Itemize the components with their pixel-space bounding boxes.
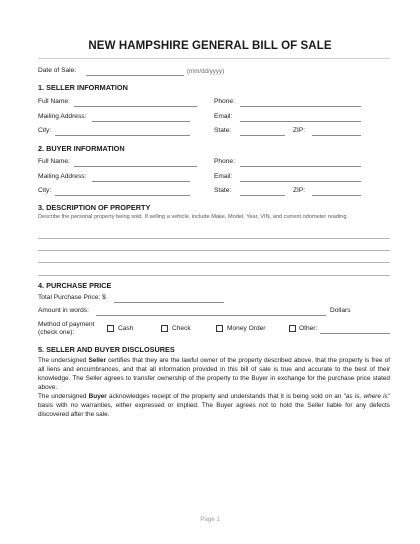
property-description-line[interactable]: [38, 250, 390, 251]
cash-option-label: Cash: [118, 325, 134, 332]
buyer-phone-field[interactable]: [240, 166, 361, 167]
disclosures-section-heading: 5. SELLER AND BUYER DISCLOSURES: [38, 345, 175, 354]
buyer-section-heading: 2. BUYER INFORMATION: [38, 144, 125, 153]
date-format-hint: (mm/dd/yyyy): [187, 68, 225, 75]
page-number: Page 1: [200, 516, 220, 523]
check-option-label: Check: [172, 325, 191, 332]
other-payment-field[interactable]: [320, 333, 390, 334]
seller-keyword: Seller: [88, 357, 106, 364]
total-price-label: Total Purchase Price: $: [38, 294, 106, 301]
buyer-full-name-field[interactable]: [74, 166, 197, 167]
seller-city-field[interactable]: [55, 135, 190, 136]
buyer-keyword: Buyer: [88, 393, 107, 400]
seller-zip-label: ZIP:: [293, 127, 306, 134]
seller-zip-field[interactable]: [312, 135, 361, 136]
property-description-line[interactable]: [38, 275, 390, 276]
seller-phone-label: Phone:: [214, 98, 235, 105]
seller-email-field[interactable]: [240, 121, 361, 122]
seller-phone-field[interactable]: [240, 106, 361, 107]
payment-method-label: Method of payment: [38, 321, 95, 328]
money-order-checkbox[interactable]: [216, 325, 223, 332]
buyer-zip-field[interactable]: [312, 195, 361, 196]
seller-full-name-field[interactable]: [74, 106, 197, 107]
date-of-sale-label: Date of Sale:: [38, 67, 77, 74]
buyer-full-name-label: Full Name:: [38, 158, 70, 165]
title-divider: [38, 58, 390, 59]
amount-in-words-label: Amount in words:: [38, 307, 89, 314]
buyer-state-label: State:: [214, 187, 232, 194]
seller-section-heading: 1. SELLER INFORMATION: [38, 83, 128, 92]
payment-method-sublabel: (check one):: [38, 329, 75, 336]
cash-checkbox[interactable]: [107, 325, 114, 332]
seller-disclosure-paragraph: The undersigned Seller certifies that they are the lawful owner of the property described above, that the property is free of all liens and encumbrances, and that all information provided in this bill of sale is true and accurate to the best of their knowledge. The Seller agrees to transfer ownership of the property to the Buyer in exchange for the purchase price stated above.: [38, 357, 390, 391]
buyer-email-field[interactable]: [240, 181, 361, 182]
money-order-option-label: Money Order: [227, 325, 266, 332]
seller-mailing-address-label: Mailing Address:: [38, 113, 87, 120]
check-checkbox[interactable]: [161, 325, 168, 332]
seller-email-label: Email:: [214, 113, 233, 120]
price-section-heading: 4. PURCHASE PRICE: [38, 281, 112, 290]
property-description-line[interactable]: [38, 238, 390, 239]
other-option-label: Other:: [299, 325, 318, 332]
property-instructions: Describe the personal property being sold. If selling a vehicle, include Make, Model, Year, VIN, and current odometer reading.: [38, 214, 349, 220]
seller-city-label: City:: [38, 127, 52, 134]
seller-mailing-address-field[interactable]: [92, 121, 190, 122]
buyer-state-field[interactable]: [240, 195, 285, 196]
amount-in-words-field[interactable]: [96, 315, 326, 316]
total-price-field[interactable]: [114, 302, 224, 303]
buyer-mailing-address-label: Mailing Address:: [38, 173, 87, 180]
seller-full-name-label: Full Name:: [38, 98, 70, 105]
seller-state-label: State:: [214, 127, 232, 134]
buyer-city-label: City:: [38, 187, 52, 194]
buyer-city-field[interactable]: [55, 195, 190, 196]
document-title: NEW HAMPSHIRE GENERAL BILL OF SALE: [88, 40, 332, 52]
date-of-sale-field[interactable]: [86, 75, 184, 76]
seller-state-field[interactable]: [240, 135, 285, 136]
other-checkbox[interactable]: [289, 325, 296, 332]
buyer-disclosure-paragraph: The undersigned Buyer acknowledges receipt of the property and understands that it is being sold on an "as is, where is" basis with no warranties, either expressed or implied. The Buyer agrees not to hold the Seller liable for any defects discovered after the sale.: [38, 393, 390, 418]
buyer-phone-label: Phone:: [214, 158, 235, 165]
as-is-phrase: "as is, where is": [343, 393, 390, 400]
dollars-label: Dollars: [330, 307, 351, 314]
buyer-mailing-address-field[interactable]: [92, 181, 190, 182]
buyer-zip-label: ZIP:: [293, 187, 306, 194]
property-section-heading: 3. DESCRIPTION OF PROPERTY: [38, 203, 151, 212]
property-description-line[interactable]: [38, 262, 390, 263]
buyer-email-label: Email:: [214, 173, 233, 180]
